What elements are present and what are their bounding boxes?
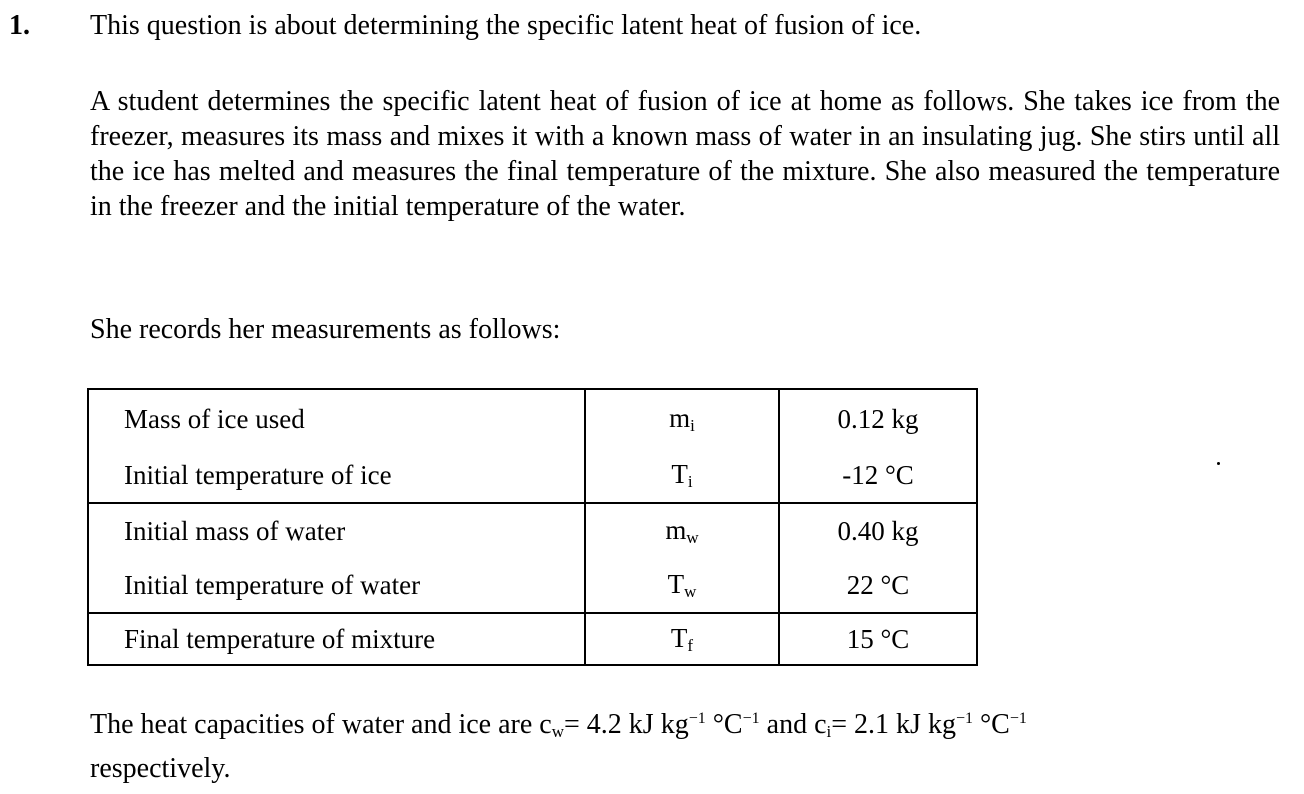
- row-description: Mass of ice used: [88, 389, 585, 448]
- row-description: Initial mass of water: [88, 503, 585, 558]
- heat-capacities-text: The heat capacities of water and ice are $c_w= 4.2$ kJ $kg^{-1}$ $^\circ C^{-1}$ and $c_i= 2.1$ kJ $kg^{-1}$ $^\circ C^{-1}$ respectively.: [90, 709, 1027, 784]
- row-symbol: $m_w$: [585, 503, 779, 558]
- measurements-table: [87, 388, 978, 666]
- records-intro: She records her measurements as follows:: [90, 314, 561, 345]
- row-symbol: $T_w$: [585, 558, 779, 613]
- row-symbol: $m_i$: [585, 389, 779, 448]
- row-value: -12 °C: [779, 448, 977, 503]
- row-value: 0.40 kg: [837, 515, 919, 546]
- row-value: 15 °C: [846, 623, 910, 654]
- table-row: [88, 389, 977, 448]
- question-intro: This question is about determining the specific latent heat of fusion of ice.: [90, 10, 922, 41]
- row-value: 22 °C: [779, 558, 977, 613]
- row-symbol: $T_i$: [585, 448, 779, 503]
- question-number: 1.: [9, 10, 30, 41]
- table-row: [88, 503, 977, 558]
- table-row: [88, 448, 977, 503]
- row-description: Initial temperature of water: [88, 558, 585, 613]
- stray-mark: [1217, 462, 1220, 465]
- method-paragraph: A student determines the specific latent heat of fusion of ice at home as follows. She takes ice from the freezer, measures its mass and mixes it with a known mass of water in an insulating jug. She stirs until all the ice has melted and measures the final temperature of the mixture. She also measured the temperature in the freezer and the initial temperature of the water.: [90, 86, 1280, 222]
- table-row: [88, 613, 977, 665]
- table-row: [88, 558, 977, 613]
- row-value: 0.12 kg: [837, 403, 919, 434]
- row-description: Initial temperature of ice: [88, 448, 585, 503]
- row-symbol: $T_f$: [585, 613, 779, 665]
- row-description: Final temperature of mixture: [88, 613, 585, 665]
